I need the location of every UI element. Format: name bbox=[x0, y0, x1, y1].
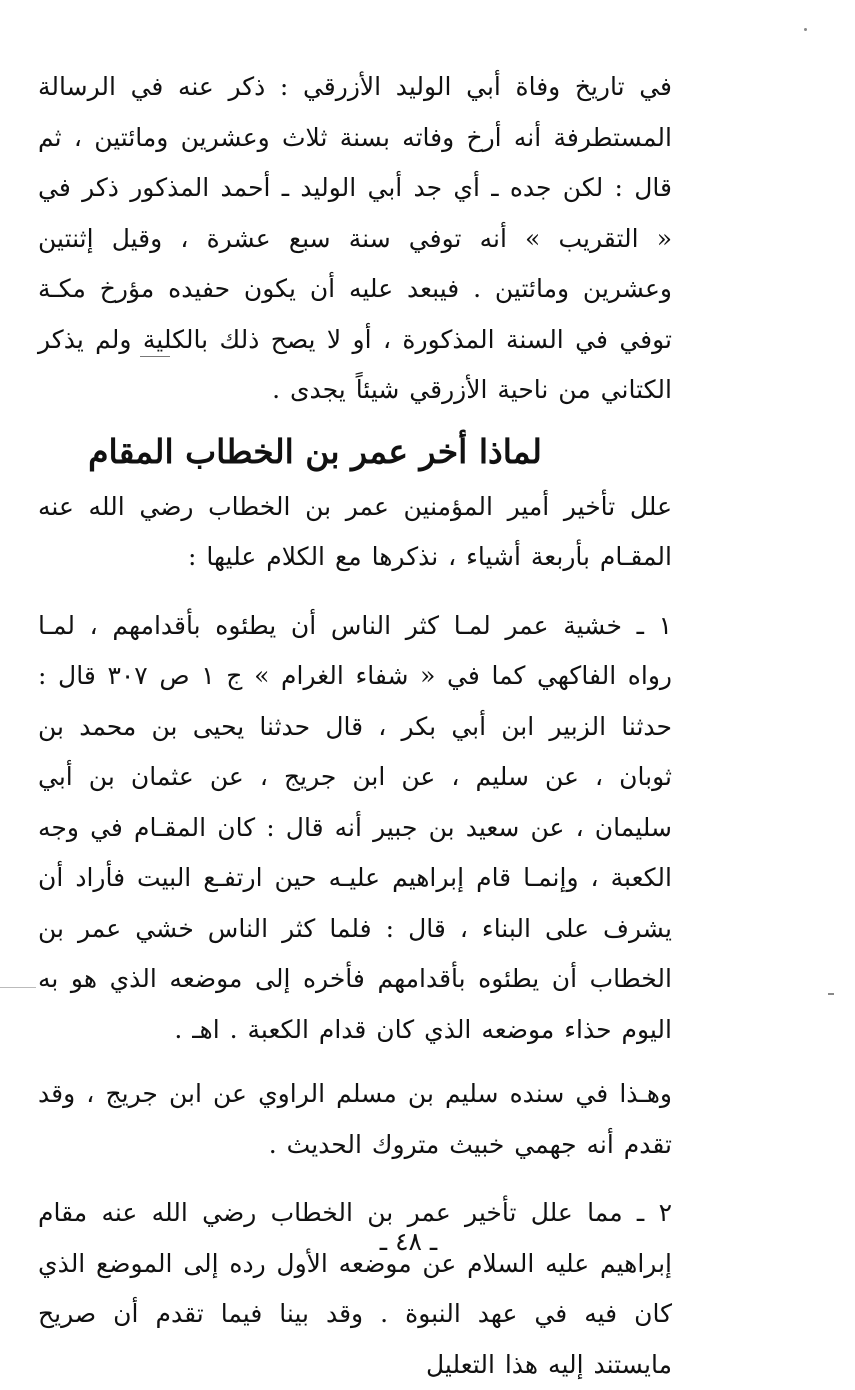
paragraph-reason-one: ١ ـ خشية عمر لمـا كثر الناس أن يطئوه بأقدامهم ، لمـا رواه الفاكهي كما في « شفاء الغرام » ج ١ ص ٣٠٧ قال : حدثنا الزبير ابن أبي بكر ، قال حدثنا يحيى بن محمد بن ثوبان ، عن سليم ، عن ابن جريج ، عن عثمان بن أبي سليمان ، عن سعيد بن جبير أنه قال : كان المقـام في وجه الكعبة ، وإنمـا قام إبراهيم عليـه حين ارتفـع البيت فأراد أن يشرف على البناء ، قال : فلما كثر الناس خشي عمر بن الخطاب أن يطئوه بأقدامهم فأخره إلى موضعه الذي هو به اليوم حذاء موضعه الذي كان قدام الكعبة . اهـ . bbox=[38, 610, 672, 1044]
margin-dash bbox=[0, 987, 36, 988]
underline-mark bbox=[140, 356, 170, 357]
paragraph-reason-two: ٢ ـ مما علل تأخير عمر بن الخطاب رضي الله عنه مقام إبراهيم عليه السلام عن موضعه الأول رده إلى الموضع الذي كان فيه في عهد النبوة . وقد بينا فيما تقدم أن صريح مايستند إليه هذا التعليل bbox=[38, 1198, 672, 1379]
page-number: ـ ٤٨ ـ bbox=[379, 1227, 438, 1256]
scan-speck bbox=[804, 28, 807, 31]
section-heading: لماذا أخر عمر بن الخطاب المقام bbox=[88, 431, 542, 471]
scan-speck bbox=[828, 993, 834, 995]
page-body bbox=[38, 62, 672, 1390]
paragraph-sanad-critique: وهـذا في سنده سليم بن مسلم الراوي عن ابن جريج ، وقد تقدم أنه جهمي خبيث متروك الحديث . bbox=[38, 1079, 672, 1159]
paragraph-azraqi-death-date: في تاريخ وفاة أبي الوليد الأزرقي : ذكر عنه في الرسالة المستطرفة أنه أرخ وفاته بسنة ثلاث وعشرين ومائتين ، ثم قال : لكن جده ـ أي جد أبي الوليد ـ أحمد المذكور ذكر في « التقريب » أنه توفي سنة سبع عشرة ، وقيل إثنتين وعشرين ومائتين . فيبعد عليه أن يكون حفيده مؤرخ مكـة توفي في السنة المذكورة ، أو لا يصح ذلك بالكلية ولم يذكر الكتاني من ناحية الأزرقي شيئاً يجدى . bbox=[38, 72, 672, 404]
paragraph-intro-reasons: علل تأخير أمير المؤمنين عمر بن الخطاب رضي الله عنه المقـام بأربعة أشياء ، نذكرها مع الكلام عليها : bbox=[38, 491, 672, 571]
